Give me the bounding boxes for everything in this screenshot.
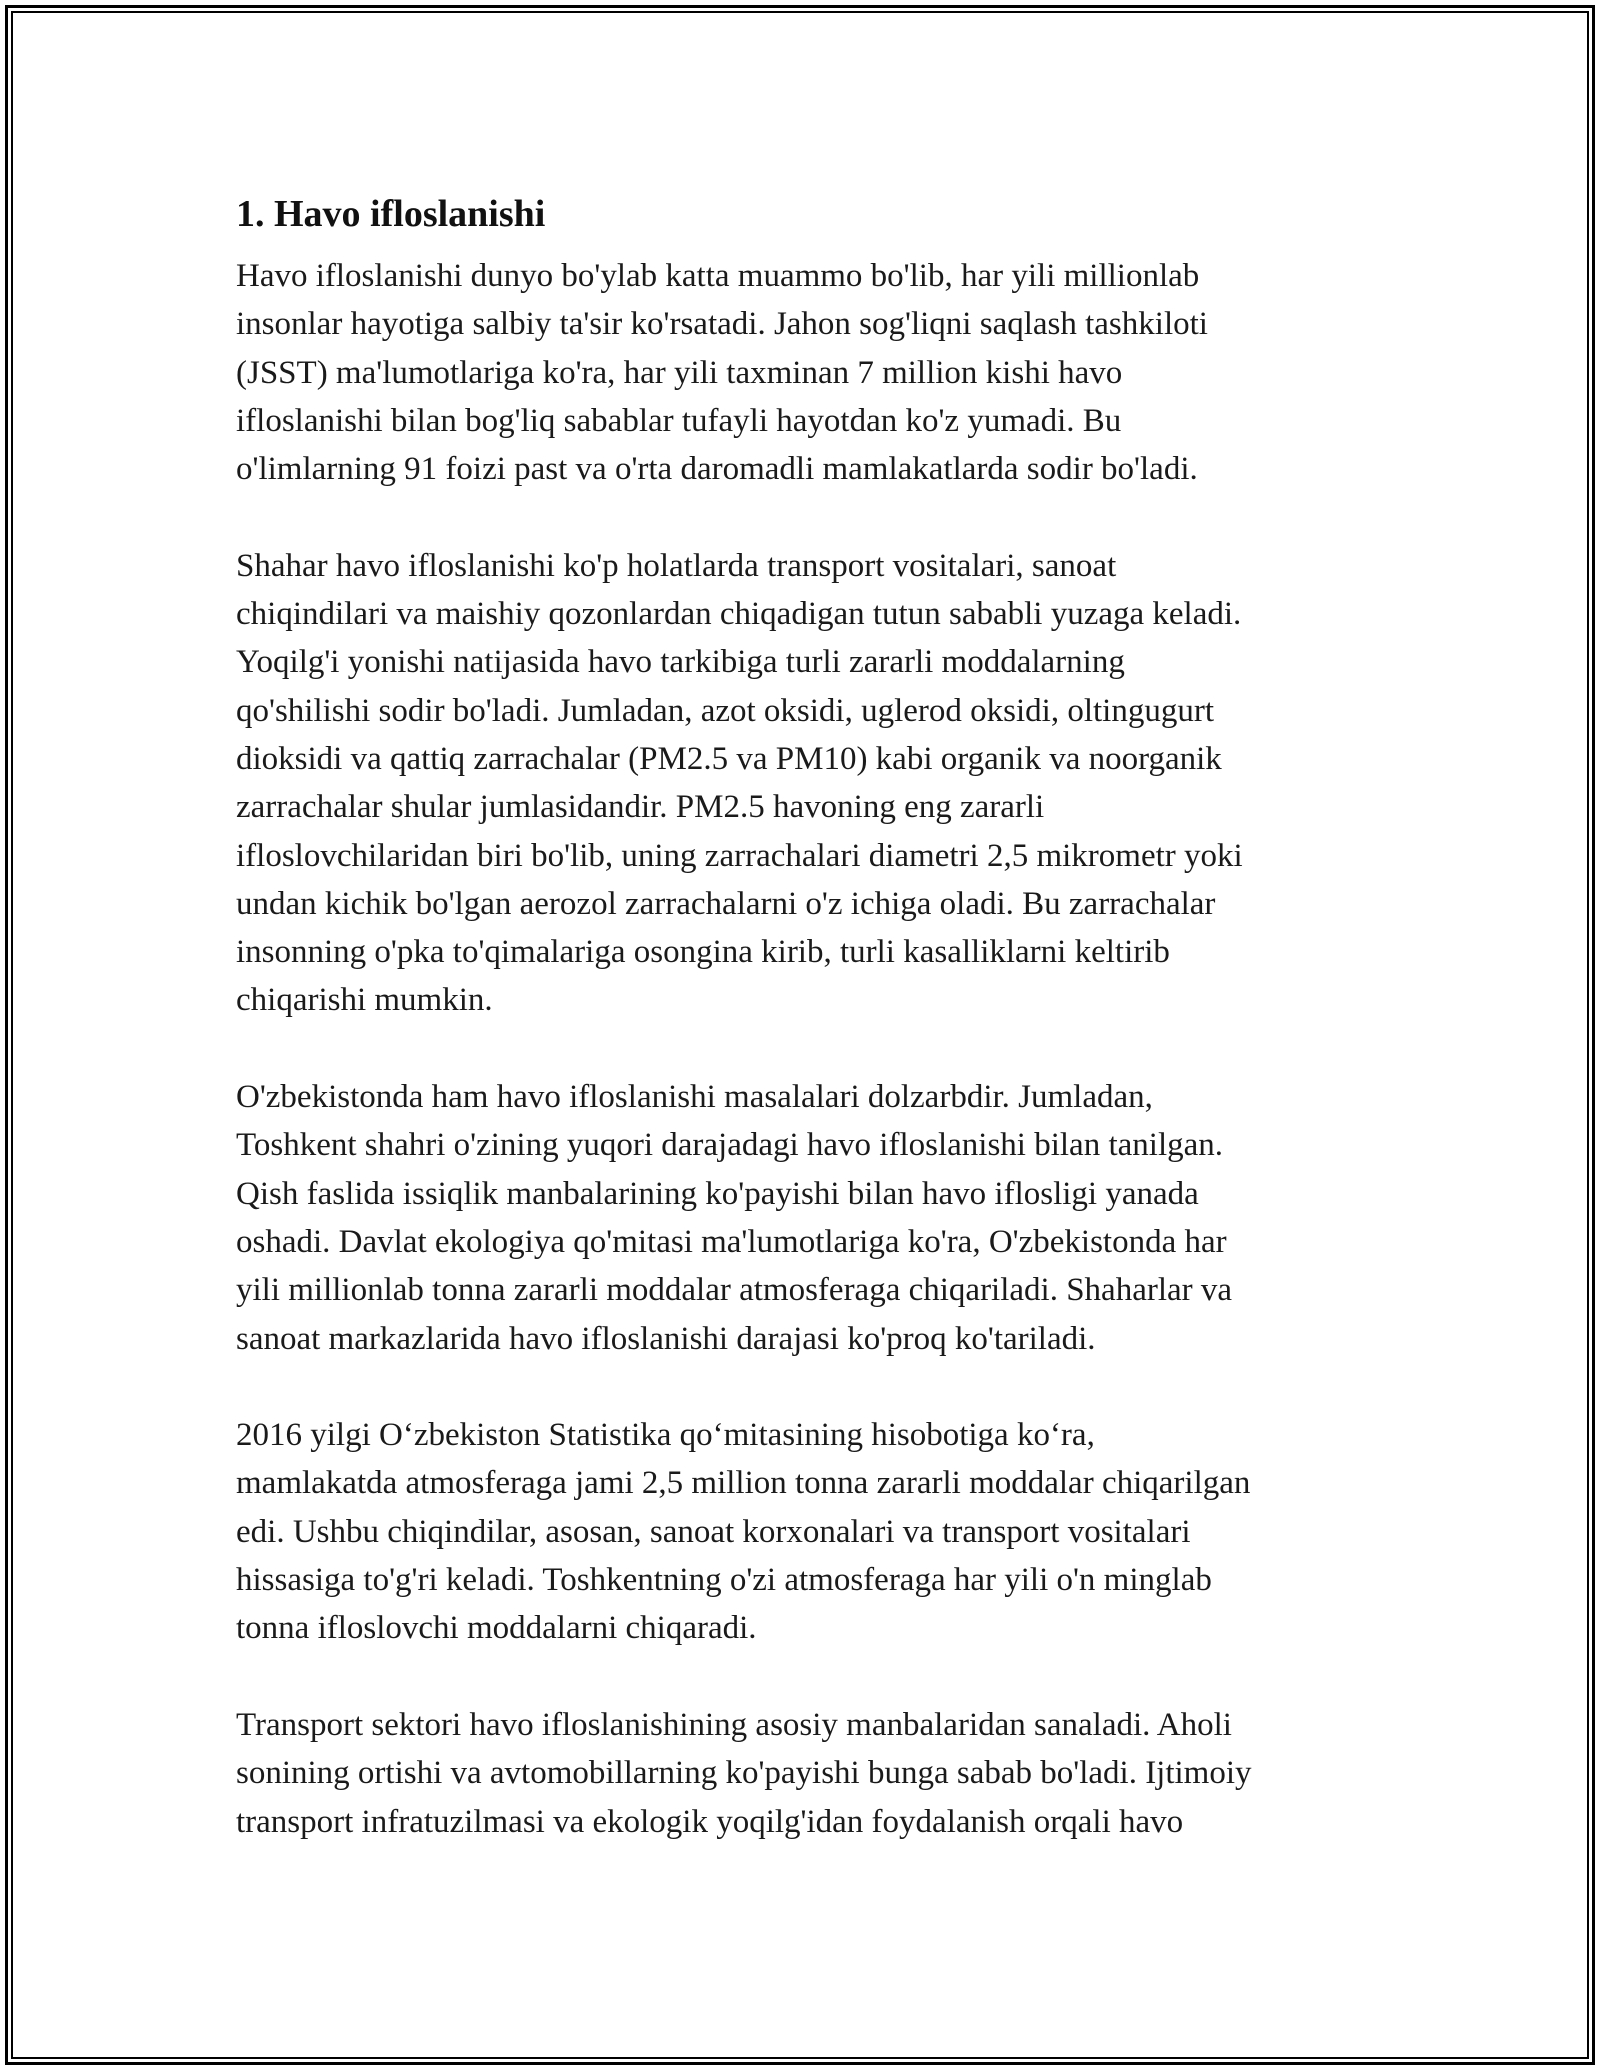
- paragraph-3: O'zbekistonda ham havo ifloslanishi masalalari dolzarbdir. Jumladan, Toshkent shahri o'zining yuqori darajadagi havo ifloslanishi bilan tanilgan. Qish faslida issiqlik manbalarining ko'payishi bilan havo iflosligi yanada oshadi. Davlat ekologiya qo'mitasi ma'lumotlariga ko'ra, O'zbekistonda har yili millionlab tonna zararli moddalar atmosferaga chiqariladi. Shaharlar va sanoat markazlarida havo ifloslanishi darajasi ko'proq ko'tariladi.: [236, 1079, 1233, 1357]
- document-body: [236, 188, 1376, 1894]
- paragraph-2: Shahar havo ifloslanishi ko'p holatlarda transport vositalari, sanoat chiqindilari va maishiy qozonlardan chiqadigan tutun sababli yuzaga keladi. Yoqilg'i yonishi natijasida havo tarkibiga turli zararli moddalarning qo'shilishi sodir bo'ladi. Jumladan, azot oksidi, uglerod oksidi, oltingugurt dioksidi va qattiq zarrachalar (PM2.5 va PM10) kabi organik va noorganik zarrachalar shular jumlasidandir. PM2.5 havoning eng zararli ifloslovchilaridan biri bo'lib, uning zarrachalari diametri 2,5 mikrometr yoki undan kichik bo'lgan aerozol zarrachalarni o'z ichiga oladi. Bu zarrachalar insonning o'pka to'qimalariga osongina kirib, turli kasalliklarni keltirib chiqarishi mumkin.: [236, 547, 1243, 1019]
- paragraph-1: Havo ifloslanishi dunyo bo'ylab katta muammo bo'lib, har yili millionlab insonlar hayotiga salbiy ta'sir ko'rsatadi. Jahon sog'liqni saqlash tashkiloti (JSST) ma'lumotlariga ko'ra, har yili taxminan 7 million kishi havo ifloslanishi bilan bog'liq sabablar tufayli hayotdan ko'z yumadi. Bu o'limlarning 91 foizi past va o'rta daromadli mamlakatlarda sodir bo'ladi.: [236, 258, 1208, 488]
- section-heading: 1. Havo ifloslanishi: [236, 193, 546, 235]
- paragraph-4: 2016 yilgi O‘zbekiston Statistika qo‘mitasining hisobotiga ko‘ra, mamlakatda atmosferaga jami 2,5 million tonna zararli moddalar chiqarilgan edi. Ushbu chiqindilar, asosan, sanoat korxonalari va transport vositalari hissasiga to'g'ri keladi. Toshkentning o'zi atmosferaga har yili o'n minglab tonna ifloslovchi moddalarni chiqaradi.: [236, 1417, 1251, 1647]
- paragraph-5: Transport sektori havo ifloslanishining asosiy manbalaridan sanaladi. Aholi sonining ortishi va avtomobillarning ko'payishi bunga sabab bo'ladi. Ijtimoiy transport infratuzilmasi va ekologik yoqilg'idan foydalanish orqali havo: [236, 1706, 1252, 1840]
